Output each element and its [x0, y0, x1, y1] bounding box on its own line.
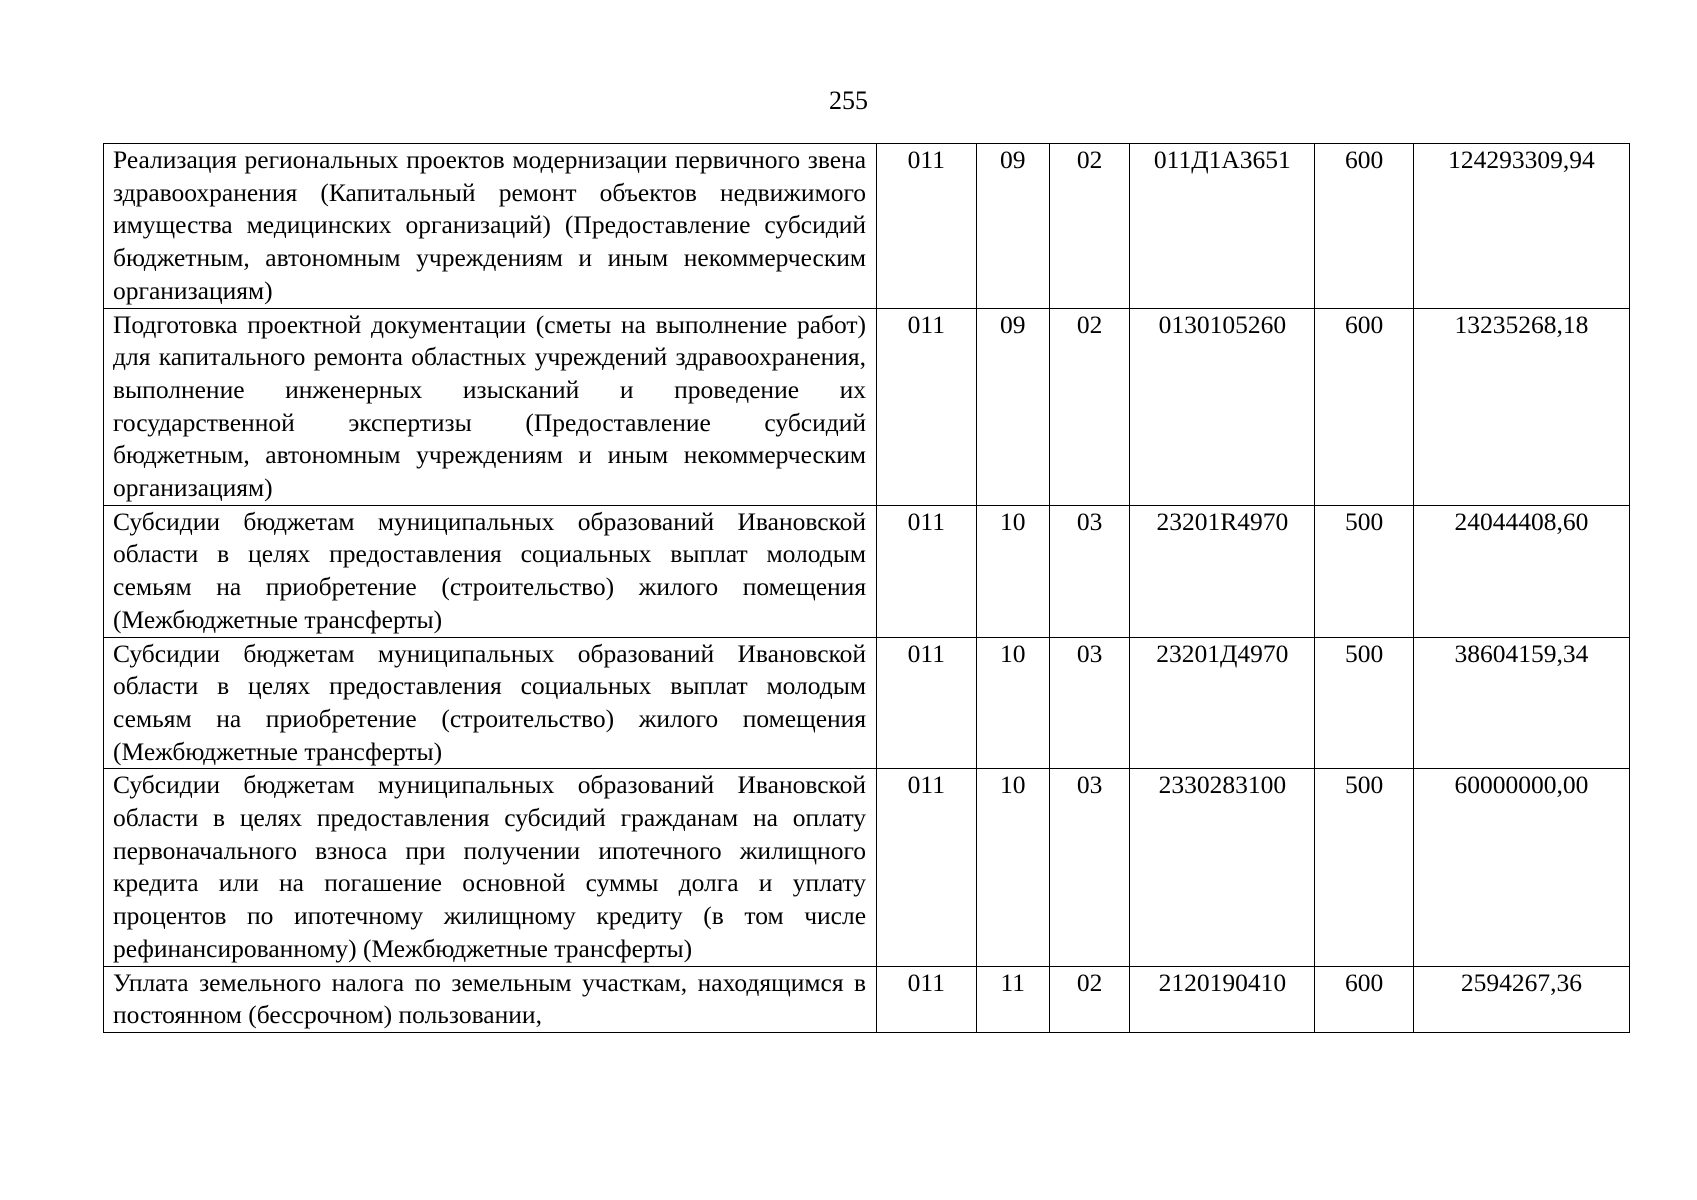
ministry-code: 011 [877, 637, 977, 769]
amount: 60000000,00 [1413, 769, 1629, 966]
amount: 13235268,18 [1413, 308, 1629, 505]
row-description: Субсидии бюджетам муниципальных образований Ивановской области в целях предоставления субсидий гражданам на оплату первоначального взноса при получении ипотечного жилищного кредита или на погашение основной суммы долга и уплату процентов по ипотечному жилищному кредиту (в том числе рефинансированному) (Межбюджетные трансферты) [104, 769, 877, 966]
expense-type-code: 600 [1315, 144, 1414, 309]
section-code: 10 [976, 637, 1049, 769]
row-description: Подготовка проектной документации (сметы на выполнение работ) для капитального ремонта областных учреждений здравоохранения, выполнение инженерных изысканий и проведение их государственной экспертизы (Предоставление субсидий бюджетным, автономным учреждениям и иным некоммерческим организациям) [104, 308, 877, 505]
target-code: 011Д1А3651 [1130, 144, 1315, 309]
subsection-code: 03 [1049, 637, 1129, 769]
row-description: Субсидии бюджетам муниципальных образований Ивановской области в целях предоставления социальных выплат молодым семьям на приобретение (строительство) жилого помещения (Межбюджетные трансферты) [104, 505, 877, 637]
ministry-code: 011 [877, 144, 977, 309]
subsection-code: 03 [1049, 769, 1129, 966]
table-row [104, 308, 1630, 505]
subsection-code: 02 [1049, 144, 1129, 309]
ministry-code: 011 [877, 769, 977, 966]
budget-table [103, 143, 1630, 1033]
section-code: 11 [976, 966, 1049, 1032]
target-code: 0130105260 [1130, 308, 1315, 505]
table-row [104, 144, 1630, 309]
amount: 2594267,36 [1413, 966, 1629, 1032]
ministry-code: 011 [877, 966, 977, 1032]
page-number: 255 [829, 86, 868, 115]
amount: 24044408,60 [1413, 505, 1629, 637]
row-description: Субсидии бюджетам муниципальных образований Ивановской области в целях предоставления социальных выплат молодым семьям на приобретение (строительство) жилого помещения (Межбюджетные трансферты) [104, 637, 877, 769]
expense-type-code: 500 [1315, 769, 1414, 966]
section-code: 09 [976, 144, 1049, 309]
expense-type-code: 500 [1315, 637, 1414, 769]
section-code: 10 [976, 505, 1049, 637]
target-code: 2330283100 [1130, 769, 1315, 966]
section-code: 10 [976, 769, 1049, 966]
target-code: 2120190410 [1130, 966, 1315, 1032]
expense-type-code: 600 [1315, 966, 1414, 1032]
target-code: 23201R4970 [1130, 505, 1315, 637]
section-code: 09 [976, 308, 1049, 505]
row-description: Реализация региональных проектов модернизации первичного звена здравоохранения (Капитальный ремонт объектов недвижимого имущества медицинских организаций) (Предоставление субсидий бюджетным, автономным учреждениям и иным некоммерческим организациям) [104, 144, 877, 309]
expense-type-code: 500 [1315, 505, 1414, 637]
amount: 124293309,94 [1413, 144, 1629, 309]
amount: 38604159,34 [1413, 637, 1629, 769]
table-row [104, 769, 1630, 966]
ministry-code: 011 [877, 505, 977, 637]
table-row [104, 966, 1630, 1032]
subsection-code: 02 [1049, 966, 1129, 1032]
expense-type-code: 600 [1315, 308, 1414, 505]
subsection-code: 02 [1049, 308, 1129, 505]
table-row [104, 637, 1630, 769]
ministry-code: 011 [877, 308, 977, 505]
table-row [104, 505, 1630, 637]
subsection-code: 03 [1049, 505, 1129, 637]
row-description: Уплата земельного налога по земельным участкам, находящимся в постоянном (бессрочном) пользовании, [104, 966, 877, 1032]
target-code: 23201Д4970 [1130, 637, 1315, 769]
